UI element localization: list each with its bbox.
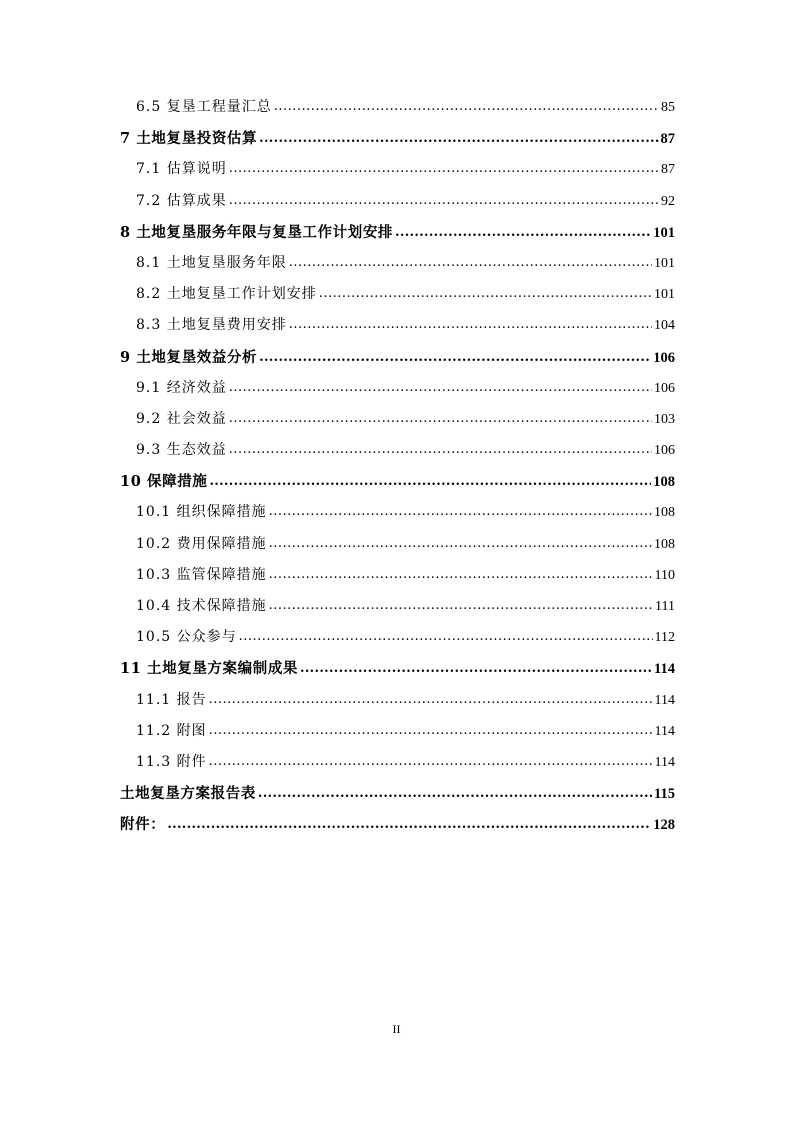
toc-chapter-entry[interactable] [120,217,675,248]
toc-entry-title: 10 保障措施 [120,473,208,491]
toc-entry-page: 92 [661,193,675,209]
toc-chapter-entry[interactable] [120,809,675,840]
toc-entry-page: 101 [653,224,675,241]
toc-leader-dots [259,122,658,154]
toc-entry-title: 8.2 土地复垦工作计划安排 [136,286,317,303]
toc-entry-page: 87 [660,131,675,148]
toc-entry-page: 110 [654,567,675,583]
toc-leader-dots [289,247,652,278]
toc-leader-dots [289,309,652,340]
toc-leader-dots [300,652,652,684]
toc-leader-dots [269,496,652,527]
toc-entry-title: 8.1 土地复垦服务年限 [136,254,287,271]
toc-entry[interactable] [120,279,675,310]
toc-leader-dots [229,153,659,184]
toc-entry-page: 87 [661,162,675,178]
toc-chapter-entry[interactable] [120,123,675,154]
toc-entry-title: 10.1 组织保障措施 [136,504,267,521]
toc-entry-page: 106 [653,349,675,366]
toc-entry[interactable] [120,92,675,123]
page-number: II [392,1022,401,1036]
toc-leader-dots [229,372,652,403]
toc-entry[interactable] [120,186,675,217]
toc-entry-page: 108 [654,505,675,521]
toc-entry[interactable] [120,591,675,622]
toc-entry[interactable] [120,560,675,591]
toc-entry[interactable] [120,154,675,185]
toc-entry-page: 108 [654,536,675,552]
toc-entry-page: 101 [654,255,675,271]
toc-entry-page: 108 [653,474,675,491]
toc-leader-dots [274,91,659,122]
toc-leader-dots [269,559,653,590]
toc-entry[interactable] [120,716,675,747]
toc-leader-dots [167,808,651,840]
toc-entry[interactable] [120,248,675,279]
toc-leader-dots [209,715,653,746]
table-of-contents [120,92,675,841]
toc-entry-page: 85 [661,100,675,115]
toc-entry[interactable] [120,529,675,560]
toc-leader-dots [319,278,652,309]
toc-entry-page: 114 [654,723,675,739]
toc-leader-dots [229,434,652,465]
toc-entry[interactable] [120,435,675,466]
toc-entry-title: 7.1 估算说明 [136,161,227,178]
toc-leader-dots [258,777,652,809]
toc-chapter-entry[interactable] [120,653,675,684]
toc-chapter-entry[interactable] [120,466,675,497]
toc-entry-title: 10.5 公众参与 [136,629,237,646]
toc-entry-page: 114 [654,692,675,708]
toc-entry[interactable] [120,310,675,341]
toc-leader-dots [209,746,653,777]
toc-leader-dots [229,185,659,216]
toc-chapter-entry[interactable] [120,778,675,809]
toc-entry-title: 10.3 监管保障措施 [136,566,267,583]
toc-entry-title: 7 土地复垦投资估算 [120,130,258,148]
toc-entry-title: 附件： [120,816,166,834]
toc-entry-page: 112 [654,630,675,646]
toc-entry-page: 104 [654,318,675,334]
toc-chapter-entry[interactable] [120,342,675,373]
toc-leader-dots [269,528,652,559]
toc-entry-page: 128 [653,817,675,834]
toc-entry[interactable] [120,685,675,716]
toc-entry-title: 11.1 报告 [136,691,207,708]
toc-entry-page: 103 [654,411,675,427]
toc-entry[interactable] [120,622,675,653]
toc-entry-title: 10.2 费用保障措施 [136,535,267,552]
toc-entry-title: 7.2 估算成果 [136,192,227,209]
toc-leader-dots [269,590,653,621]
toc-leader-dots [209,684,653,715]
toc-entry-title: 9.1 经济效益 [136,379,227,396]
toc-entry-title: 6.5 复垦工程量汇总 [136,99,272,115]
toc-entry-title: 11.2 附图 [136,722,207,739]
toc-entry-page: 106 [654,380,675,396]
toc-entry[interactable] [120,497,675,528]
toc-entry-title: 9.3 生态效益 [136,442,227,459]
toc-entry-title: 10.4 技术保障措施 [136,598,267,614]
toc-entry-title: 土地复垦方案报告表 [120,785,256,803]
toc-entry-page: 115 [654,786,675,803]
toc-entry-title: 8 土地复垦服务年限与复垦工作计划安排 [120,223,394,241]
toc-entry-page: 106 [654,443,675,459]
toc-entry-title: 8.3 土地复垦费用安排 [136,317,287,334]
toc-entry-title: 11.3 附件 [136,753,207,770]
toc-leader-dots [259,341,651,373]
toc-leader-dots [239,621,653,652]
toc-entry-page: 111 [655,599,675,614]
toc-leader-dots [229,403,652,434]
toc-entry[interactable] [120,747,675,778]
toc-entry-page: 114 [654,754,675,770]
toc-entry[interactable] [120,404,675,435]
toc-entry-title: 9.2 社会效益 [136,410,227,427]
toc-entry[interactable] [120,373,675,404]
toc-leader-dots [209,465,651,497]
toc-entry-title: 11 土地复垦方案编制成果 [120,660,299,678]
toc-entry-title: 9 土地复垦效益分析 [120,348,258,366]
toc-entry-page: 114 [654,661,675,678]
toc-leader-dots [395,216,651,248]
toc-entry-page: 101 [654,287,675,303]
